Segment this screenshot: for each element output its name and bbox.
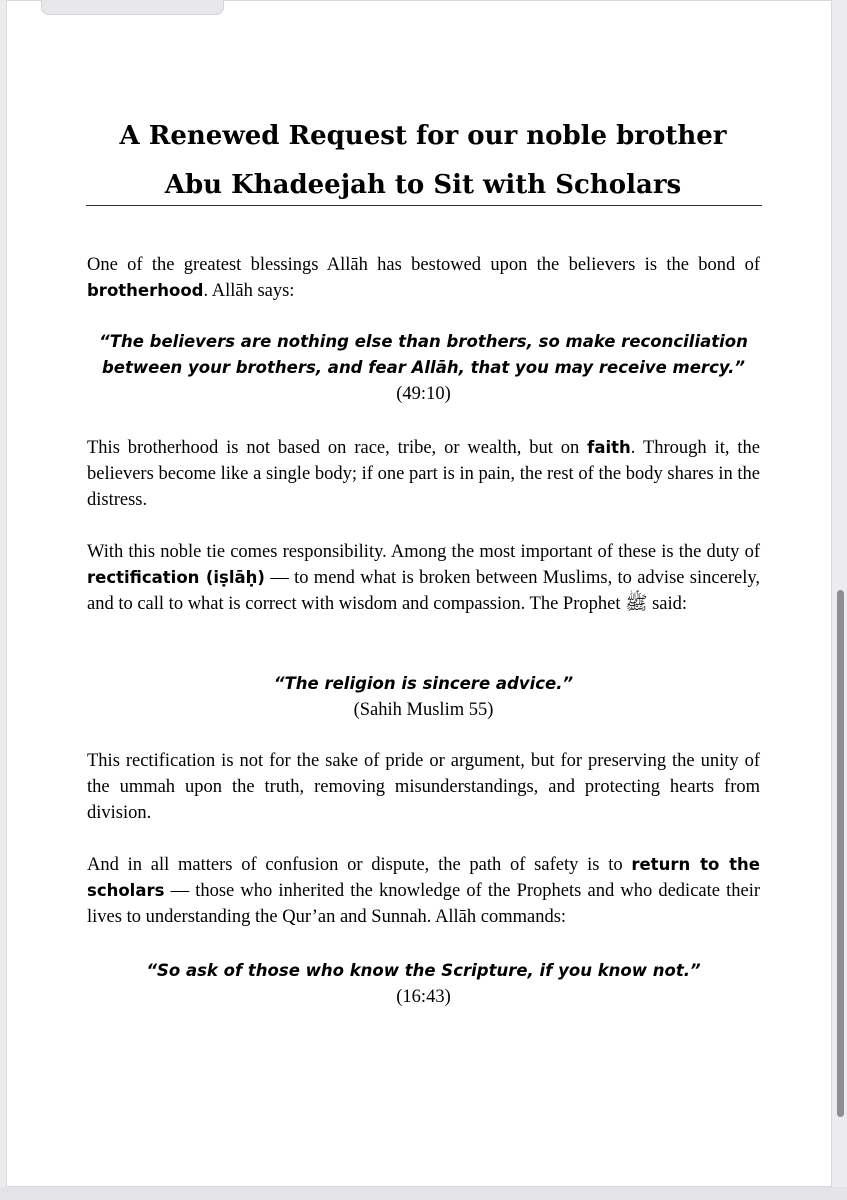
page-title bbox=[80, 112, 766, 210]
paragraph-text: This brotherhood is not based on race, tribe, or wealth, but on bbox=[87, 438, 588, 458]
emphasis-text: brotherhood bbox=[87, 281, 204, 300]
title-divider bbox=[86, 205, 762, 206]
emphasis-text: rectification (iṣlāḥ) bbox=[87, 568, 265, 587]
quote-line-1: “The believers are nothing else than brothers, so make reconciliation bbox=[99, 332, 748, 351]
quote-text bbox=[87, 329, 760, 381]
paragraph-faith bbox=[87, 435, 760, 513]
emphasis-text: return to the scholars bbox=[87, 855, 760, 900]
quote-reference: (16:43) bbox=[396, 987, 451, 1007]
quote-reference: (Sahih Muslim 55) bbox=[353, 700, 494, 720]
paragraph-brotherhood bbox=[87, 252, 760, 304]
quote-text: “So ask of those who know the Scripture, if you know not.” bbox=[146, 961, 701, 980]
title-line-1: A Renewed Request for our noble brother bbox=[119, 121, 727, 151]
quote-block-16-43 bbox=[87, 958, 760, 1010]
paragraph-text: . Allāh says: bbox=[203, 281, 295, 301]
emphasis-text: faith bbox=[587, 438, 631, 457]
quote-block-sahih-muslim bbox=[87, 671, 760, 723]
paragraph-text: With this noble tie comes responsibility. Among the most important of these is the duty of bbox=[87, 542, 760, 562]
paragraph-text: — to mend what is broken between Muslims, to advise sincerely, and to call to what is correct with wisdom and compassion. The Prophet ﷺ said: bbox=[87, 568, 761, 614]
page-tab bbox=[41, 0, 224, 15]
paragraph-text: And in all matters of confusion or dispute, the path of safety is to bbox=[87, 855, 632, 875]
quote-text: “The religion is sincere advice.” bbox=[273, 674, 574, 693]
scrollbar-thumb[interactable] bbox=[837, 590, 844, 1117]
quote-block-49-10 bbox=[87, 329, 760, 407]
paragraph-text: One of the greatest blessings Allāh has bestowed upon the believers is the bond of bbox=[87, 255, 760, 275]
quote-reference: (49:10) bbox=[396, 384, 451, 404]
paragraph-text: . Through it, the believers become like a single body; if one part is in pain, the rest of the body shares in the distress. bbox=[87, 438, 760, 510]
paragraph-text: — those who inherited the knowledge of the Prophets and who dedicate their lives to understanding the Qur’an and Sunnah. Allāh commands: bbox=[87, 881, 760, 927]
paragraph-scholars bbox=[87, 852, 760, 930]
paragraph-rectification bbox=[87, 539, 760, 617]
title-line-2: Abu Khadeejah to Sit with Scholars bbox=[164, 170, 682, 200]
paragraph-unity: This rectification is not for the sake of pride or argument, but for preserving the unity of the ummah upon the truth, removing misunderstandings, and protecting hearts from division. bbox=[87, 751, 760, 823]
viewer-bottom-edge bbox=[0, 1187, 847, 1200]
quote-line-2: between your brothers, and fear Allāh, that you may receive mercy.” bbox=[102, 358, 745, 377]
